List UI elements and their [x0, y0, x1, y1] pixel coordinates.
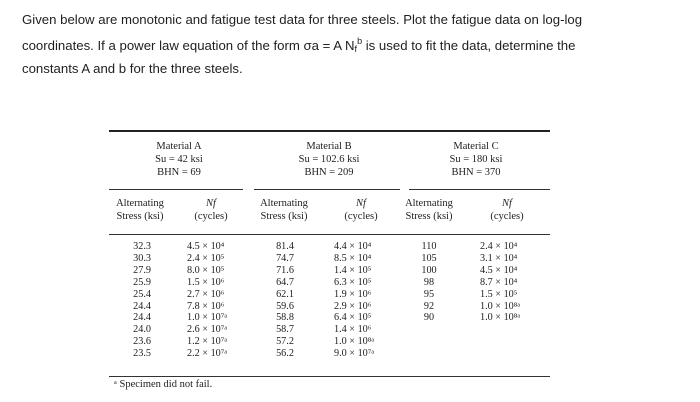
question-line-2	[22, 31, 682, 60]
table-cell: 3.1 × 10⁴	[480, 252, 518, 264]
header-nf: Nf	[356, 198, 366, 209]
material-b-name: Material B	[306, 141, 352, 152]
table-cell: 9.0 × 10⁷ᵃ	[334, 348, 375, 360]
table-cell: 4.5 × 10⁴	[480, 264, 518, 276]
material-b-cycles-column	[334, 241, 398, 360]
material-c-su: Su = 180 ksi	[449, 154, 503, 165]
material-c-rule	[409, 189, 550, 190]
material-a-header	[119, 140, 239, 179]
header-nf: Nf	[502, 198, 512, 209]
table-cell: 7.8 × 10⁶	[187, 300, 225, 312]
question-line-2-pre: coordinates. If a power law equation of the form	[22, 37, 304, 53]
table-cell: 8.5 × 10⁴	[334, 252, 372, 264]
table-cell: 2.9 × 10⁶	[334, 300, 372, 312]
table-cell: 25.4	[133, 288, 151, 300]
header-alternating: Alternating	[405, 198, 453, 209]
table-cell: 8.7 × 10⁴	[480, 276, 518, 288]
table-cell: 6.3 × 10⁵	[334, 276, 372, 288]
table-cell: 24.0	[133, 324, 151, 336]
material-b-bhn: BHN = 209	[304, 167, 354, 178]
table-cell: 58.8	[276, 312, 294, 324]
material-c-stress-header	[394, 198, 464, 223]
table-cell: 1.5 × 10⁶	[187, 276, 225, 288]
material-a-rule	[109, 189, 243, 190]
header-stress-ksi: Stress (ksi)	[116, 210, 164, 222]
material-a-su: Su = 42 ksi	[155, 154, 203, 165]
table-top-rule	[109, 130, 550, 132]
material-b-stress-header	[249, 198, 319, 223]
table-cell: 1.4 × 10⁶	[334, 324, 372, 336]
material-c-stress-column	[414, 241, 444, 324]
header-cycles: (cycles)	[490, 210, 524, 222]
table-cell: 57.2	[276, 336, 294, 348]
b-exponent: b	[357, 35, 363, 46]
table-cell: 1.4 × 10⁵	[334, 264, 372, 276]
header-nf: Nf	[206, 198, 216, 209]
header-alternating: Alternating	[260, 198, 308, 209]
material-a-bhn: BHN = 69	[157, 167, 201, 178]
table-cell: 27.9	[133, 264, 151, 276]
table-footnote: ᵃ Specimen did not fail.	[114, 379, 213, 390]
table-cell: 2.2 × 10⁷ᵃ	[187, 348, 228, 360]
header-stress-ksi: Stress (ksi)	[260, 210, 308, 222]
table-cell: 2.6 × 10⁷ᵃ	[187, 324, 228, 336]
table-cell: 59.6	[276, 300, 294, 312]
header-cycles: (cycles)	[344, 210, 378, 222]
material-b-cycles-header	[333, 198, 389, 223]
table-header-rule	[109, 234, 550, 235]
table-cell: 74.7	[276, 252, 294, 264]
table-cell: 56.2	[276, 348, 294, 360]
table-cell: 1.0 × 10⁸ᵃ	[480, 300, 521, 312]
table-cell: 23.6	[133, 336, 151, 348]
table-cell: 32.3	[133, 241, 151, 252]
table-cell: 110	[421, 241, 437, 252]
table-cell: 23.5	[133, 348, 151, 360]
question-line-1: Given below are monotonic and fatigue test data for three steels. Plot the fatigue data on log-log	[22, 12, 583, 27]
header-cycles: (cycles)	[194, 210, 228, 222]
table-cell: 1.5 × 10⁵	[480, 288, 518, 300]
table-cell: 24.4	[133, 312, 151, 324]
material-b-su: Su = 102.6 ksi	[298, 154, 360, 165]
table-cell: 1.9 × 10⁶	[334, 288, 372, 300]
table-cell: 1.0 × 10⁸ᵃ	[480, 312, 521, 324]
material-a-cycles-column	[187, 241, 251, 360]
table-cell: 90	[423, 312, 435, 324]
table-cell: 58.7	[276, 324, 294, 336]
material-a-stress-column	[109, 241, 151, 360]
table-cell: 1.0 × 10⁷ᵃ	[187, 312, 228, 324]
table-cell: 2.4 × 10⁴	[480, 241, 518, 252]
table-cell: 30.3	[133, 252, 151, 264]
table-cell: 62.1	[276, 288, 294, 300]
table-cell: 64.7	[276, 276, 294, 288]
question-text	[22, 10, 682, 80]
table-bottom-rule	[109, 376, 550, 377]
table-cell: 2.7 × 10⁶	[187, 288, 225, 300]
table-cell: 92	[423, 300, 435, 312]
material-b-header	[269, 140, 389, 179]
table-cell: 1.2 × 10⁷ᵃ	[187, 336, 228, 348]
question-line-2-post: is used to fit the data, determine the	[362, 37, 576, 53]
material-c-name: Material C	[453, 141, 499, 152]
material-c-cycles-column	[480, 241, 544, 324]
material-b-stress-column	[267, 241, 303, 360]
question-line-3: constants A and b for the three steels.	[22, 61, 243, 76]
table-cell: 8.0 × 10⁵	[187, 264, 225, 276]
material-a-cycles-header	[183, 198, 239, 223]
table-cell: 105	[421, 252, 437, 264]
table-cell: 4.4 × 10⁴	[334, 241, 372, 252]
material-c-header	[411, 140, 541, 179]
table-cell: 81.4	[276, 241, 294, 252]
table-cell: 98	[423, 276, 435, 288]
sigma-a-symbol: σa	[303, 37, 319, 53]
table-cell: 4.5 × 10⁴	[187, 241, 225, 252]
table-cell: 1.0 × 10⁸ᵃ	[334, 336, 375, 348]
material-b-rule	[254, 189, 400, 190]
table-cell: 100	[421, 264, 437, 276]
table-cell: 2.4 × 10⁵	[187, 252, 225, 264]
material-a-name: Material A	[156, 141, 202, 152]
table-cell: 24.4	[133, 300, 151, 312]
material-c-bhn: BHN = 370	[451, 167, 501, 178]
material-c-cycles-header	[479, 198, 535, 223]
material-a-stress-header	[109, 198, 171, 223]
nf-subscript: f	[354, 43, 358, 54]
table-cell: 25.9	[133, 276, 151, 288]
table-cell: 95	[423, 288, 435, 300]
header-alternating: Alternating	[116, 198, 164, 209]
table-cell: 6.4 × 10⁵	[334, 312, 372, 324]
header-stress-ksi: Stress (ksi)	[405, 210, 453, 222]
equation-equals: = A N	[318, 37, 355, 53]
table-cell: 71.6	[276, 264, 294, 276]
